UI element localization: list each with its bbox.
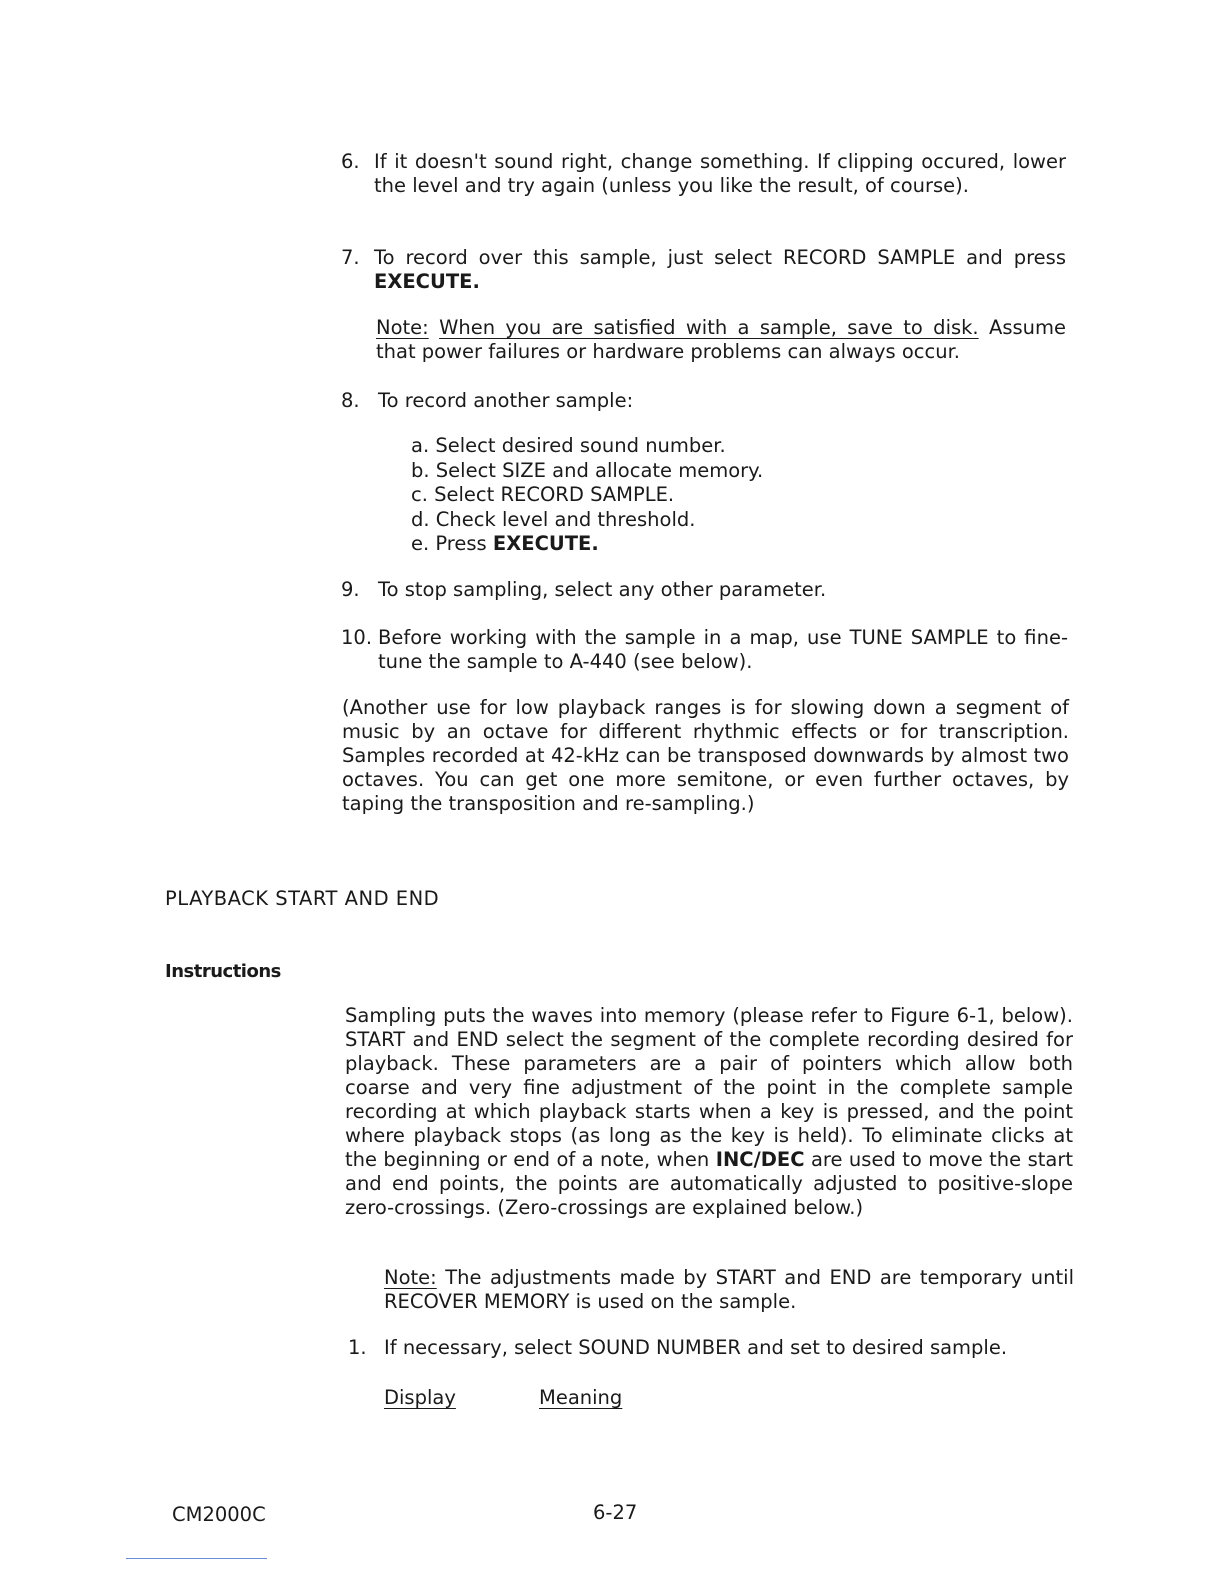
paragraph-pre: Sampling puts the waves into memory (please refer to Figure 6-1, below). START and END select the segment of the complete recording desired for playback. These parameters are a pair of pointers which allow both coarse and very fine adjustment of the point in the complete sample recording at which playback starts when a key is pressed, and the point where playback stops (as long as the key is held). To eliminate clicks at the beginning or end of a note, when: [345, 1004, 1073, 1171]
step-e: [411, 532, 763, 557]
note-recover-memory: [384, 1266, 1074, 1314]
note-underlined-text: When you are satisfied with a sample, save to disk.: [439, 316, 979, 339]
list-item-8-text: To record another sample:: [378, 389, 634, 412]
note2-text: The adjustments made by START and END are temporary until RECOVER MEMORY is used on the sample.: [384, 1266, 1075, 1313]
step-1-text: If necessary, select SOUND NUMBER and set to desired sample.: [384, 1336, 1008, 1359]
inc-dec-keyword: INC/DEC: [715, 1148, 805, 1171]
low-playback-paragraph: (Another use for low playback ranges is for slowing down a segment of music by an octave for different rhythmic effects or for transcription. Samples recorded at 42-kHz can be transposed downwards by almost two octaves. You can get one more semitone, or even further octaves, by taping the transposition and re-sampling.): [342, 696, 1069, 815]
note2-label: Note:: [384, 1266, 437, 1289]
paragraph-post: are used to move the start and end points, the points are automatically adjusted to positive-slope zero-crossings. (Zero-crossings are explained below.): [345, 1148, 1073, 1219]
record-steps-list: [411, 434, 763, 557]
step-c: c. Select RECORD SAMPLE.: [411, 483, 675, 506]
step-e-pre: e. Press: [411, 532, 493, 555]
note-label: Note:: [376, 316, 429, 339]
step-a: a. Select desired sound number.: [411, 434, 726, 457]
step-number-1: 1.: [348, 1336, 367, 1359]
list-number-8: 8.: [341, 389, 360, 412]
list-number-7: 7.: [341, 246, 360, 269]
footer-model: CM2000C: [172, 1503, 266, 1526]
instructions-subheading: Instructions: [165, 961, 281, 982]
list-item-7-pre: To record over this sample, just select RECORD SAMPLE and press: [374, 246, 1066, 269]
list-number-6: 6.: [341, 150, 360, 173]
footer-rule: [126, 1558, 267, 1559]
note-rest-text: Assume that power failures or hardware problems can always occur.: [376, 316, 1067, 363]
display-column-header: Display: [384, 1386, 456, 1409]
list-number-10: 10.: [341, 626, 373, 649]
list-item-10-text: Before working with the sample in a map, use TUNE SAMPLE to fine-tune the sample to A-440 (see below).: [378, 626, 1068, 673]
start-end-paragraph: [345, 1004, 1073, 1220]
note-save-to-disk: [376, 316, 1066, 364]
list-item-9-text: To stop sampling, select any other parameter.: [378, 578, 827, 601]
execute-keyword: EXECUTE.: [374, 270, 480, 293]
section-heading: PLAYBACK START AND END: [165, 887, 440, 910]
step-e-execute: EXECUTE.: [492, 532, 599, 555]
list-item-6-text: If it doesn't sound right, change something. If clipping occured, lower the level and try again (unless you like the result, of course).: [374, 150, 1066, 197]
step-d: d. Check level and threshold.: [411, 507, 696, 531]
step-b: b. Select SIZE and allocate memory.: [411, 458, 764, 482]
meaning-column-header: Meaning: [539, 1386, 623, 1409]
page-number: 6-27: [593, 1501, 638, 1524]
list-number-9: 9.: [341, 578, 360, 601]
list-item-7-text: [374, 246, 1066, 294]
